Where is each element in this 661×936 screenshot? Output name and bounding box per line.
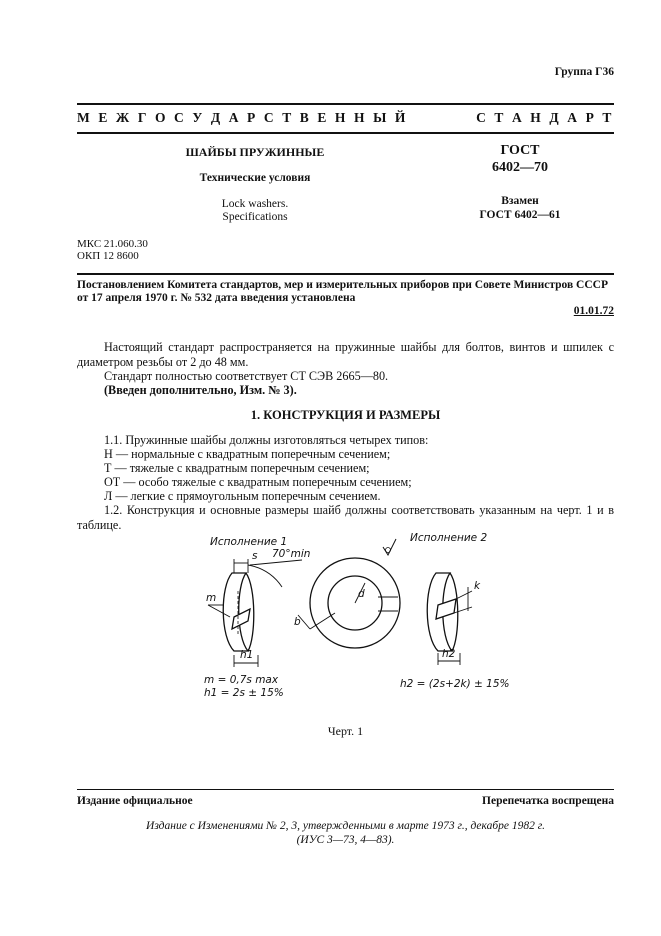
replaces-label: Взамен: [501, 195, 539, 207]
label-k: k: [474, 580, 481, 592]
formula-h1: h1 = 2s ± 15%: [204, 687, 284, 699]
clause-1-1: 1.1. Пружинные шайбы должны изготовляться четырех типов:: [104, 433, 429, 447]
clause-1-2: 1.2. Конструкция и основные размеры шайб должны соответствовать указанным на черт. 1 и в таблице.: [77, 503, 614, 532]
footer-ius-note: (ИУС 3—73, 4—83).: [296, 834, 395, 846]
banner-right: С Т А Н Д А Р Т: [476, 110, 614, 125]
decree-text: Постановлением Комитета стандартов, мер и измерительных приборов при Совете Министров СССР от 17 апреля 1970 г. № 532 дата введения установлена: [77, 279, 608, 304]
type-ot: ОТ — особо тяжелые с квадратным поперечным сечением;: [104, 475, 412, 489]
label-h2: h2: [442, 648, 456, 660]
intro-compliance: Стандарт полностью соответствует СТ СЭВ 2665—80.: [104, 369, 389, 383]
label-d: d: [358, 588, 365, 600]
washer-drawing: [190, 525, 510, 705]
top-rule: [77, 103, 614, 105]
type-n: Н — нормальные с квадратным поперечным сечением;: [104, 447, 391, 461]
intro-paragraph: Настоящий стандарт распространяется на пружинные шайбы для болтов, винтов и шпилек с диаметром резьбы от 2 до 48 мм.: [77, 340, 614, 369]
footer-edition-note: Издание с Изменениями № 2, 3, утвержденными в марте 1973 г., декабре 1982 г.: [146, 820, 545, 832]
english-title-1: Lock washers.: [221, 198, 289, 210]
type-l: Л — легкие с прямоугольным поперечным сечением.: [104, 489, 381, 503]
label-s: s: [252, 550, 258, 562]
banner-rule: [77, 132, 614, 134]
document-subtitle: Технические условия: [199, 172, 311, 184]
washer-top-view: [298, 558, 400, 648]
label-angle: 70°min: [272, 548, 311, 560]
gost-number: 6402—70: [492, 160, 548, 175]
label-exec1: Исполнение 1: [210, 536, 288, 548]
gost-label: ГОСТ: [500, 143, 540, 158]
english-title-2: Specifications: [222, 211, 288, 223]
replaces-value: ГОСТ 6402—61: [479, 209, 561, 221]
footer-official: Издание официальное: [77, 795, 193, 807]
label-b: b: [294, 616, 301, 628]
label-h1: h1: [240, 649, 254, 661]
mks-code: МКС 21.060.30: [77, 238, 148, 250]
decree-date: 01.01.72: [573, 305, 614, 317]
intro-amendment: (Введен дополнительно, Изм. № 3).: [104, 383, 297, 397]
banner-left: М Е Ж Г О С У Д А Р С Т В Е Н Н Ы Й: [77, 110, 409, 125]
washer-side-view-1: [208, 559, 302, 667]
label-exec2: Исполнение 2: [410, 532, 488, 544]
type-t: Т — тяжелые с квадратным поперечным сечением;: [104, 461, 370, 475]
okp-code: ОКП 12 8600: [77, 250, 139, 262]
figure-caption: Черт. 1: [327, 724, 364, 738]
section-heading: 1. КОНСТРУКЦИЯ И РАЗМЕРЫ: [250, 408, 441, 422]
formula-m: m = 0,7s max: [204, 674, 279, 686]
footer-reprint: Перепечатка воспрещена: [482, 795, 614, 807]
formula-h2: h2 = (2s+2k) ± 15%: [400, 678, 510, 690]
label-m: m: [206, 592, 217, 604]
footer-rule: [77, 789, 614, 790]
document-title: ШАЙБЫ ПРУЖИННЫЕ: [185, 145, 325, 159]
decree-rule: [77, 273, 614, 275]
group-label: Группа Г36: [554, 66, 614, 78]
